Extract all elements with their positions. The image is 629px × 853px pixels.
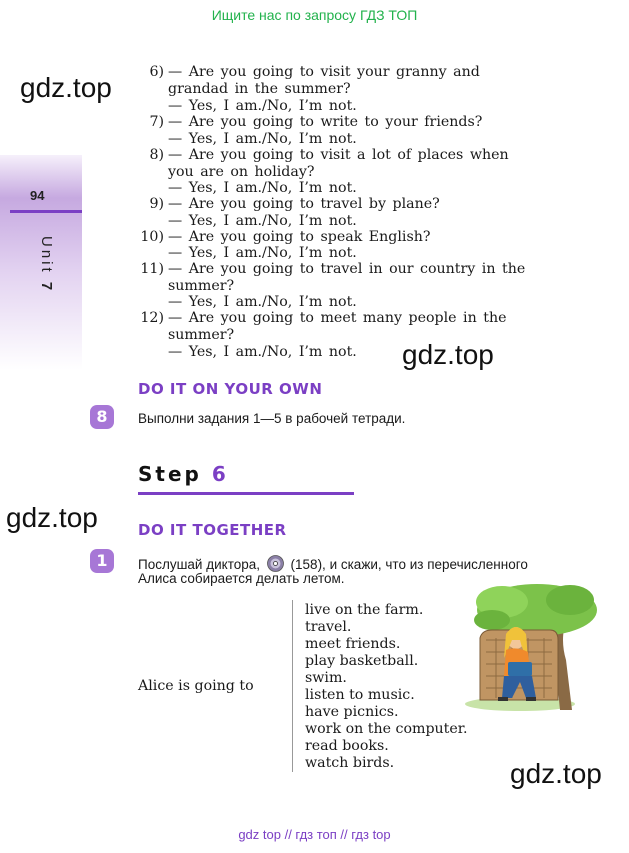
dialogue-answer: — Yes, I am./No, I’m not. [168, 131, 357, 147]
page-number-underline [10, 210, 82, 213]
task-text-before: Послушай диктора, [138, 557, 261, 572]
watermark: gdz.top [6, 502, 98, 533]
dialogue-answer: — Yes, I am./No, I’m not. [168, 180, 357, 196]
option-item: swim. [305, 670, 347, 686]
dialogue-number: 7) [149, 114, 164, 130]
step-number: 6 [211, 462, 229, 486]
watermark: gdz.top [510, 758, 602, 789]
watermark: gdz.top [20, 72, 112, 103]
option-item: have picnics. [305, 704, 399, 720]
unit-label [38, 236, 55, 293]
girl-reading-illustration [462, 580, 597, 712]
dialogue-number: 9) [149, 196, 164, 212]
page-number: 94 [30, 188, 45, 203]
exercise-stem: Alice is going to [138, 678, 254, 694]
option-item: listen to music. [305, 687, 415, 703]
dialogue-number: 12) [140, 310, 164, 326]
step-word: Step [138, 462, 202, 486]
option-item: work on the computer. [305, 721, 468, 737]
footer-links[interactable]: gdz top // гдз топ // гдз top [238, 827, 391, 842]
option-item: read books. [305, 738, 389, 754]
dialogue-answer: — Yes, I am./No, I’m not. [168, 98, 357, 114]
dialogue-number: 6) [149, 64, 164, 80]
option-item: live on the farm. [305, 602, 424, 618]
step-title [138, 462, 229, 486]
unit-word: Unit [38, 236, 55, 275]
dialogue-question-cont: you are on holiday? [168, 164, 315, 180]
dialogue-question: — Are you going to travel by plane? [168, 196, 440, 212]
task-number-badge: 8 [90, 405, 114, 429]
dialogue-answer: — Yes, I am./No, I’m not. [168, 344, 357, 360]
dialogue-question: — Are you going to write to your friends? [168, 114, 483, 130]
unit-number: 7 [38, 281, 55, 294]
dialogue-question: — Are you going to travel in our country in the [168, 261, 526, 277]
dialogue-answer: — Yes, I am./No, I’m not. [168, 294, 357, 310]
watermark: gdz.top [402, 339, 494, 370]
task-instruction-line2: Алиса собирается делать летом. [138, 571, 345, 586]
exercise-divider [292, 600, 293, 772]
dialogue-question-cont: grandad in the summer? [168, 81, 351, 97]
do-it-own-heading: DO IT ON YOUR OWN [138, 380, 323, 398]
dialogue-question: — Are you going to visit a lot of places when [168, 147, 509, 163]
do-it-together-heading: DO IT TOGETHER [138, 521, 287, 539]
task-text-after: (158), и скажи, что из перечисленного [290, 557, 528, 572]
dialogue-answer: — Yes, I am./No, I’m not. [168, 245, 357, 261]
dialogue-question-cont: summer? [168, 327, 235, 343]
option-item: play basketball. [305, 653, 419, 669]
task-number-badge: 1 [90, 549, 114, 573]
dialogue-question: — Are you going to visit your granny and [168, 64, 480, 80]
option-item: meet friends. [305, 636, 401, 652]
dialogue-number: 10) [140, 229, 164, 245]
option-item: watch birds. [305, 755, 395, 771]
dialogue-question: — Are you going to speak English? [168, 229, 431, 245]
dialogue-list [136, 64, 596, 364]
dialogue-question-cont: summer? [168, 278, 235, 294]
top-banner[interactable]: Ищите нас по запросу ГДЗ ТОП [211, 7, 418, 23]
step-underline [138, 492, 354, 495]
dialogue-number: 8) [149, 147, 164, 163]
dialogue-question: — Are you going to meet many people in the [168, 310, 507, 326]
dialogue-number: 11) [140, 261, 164, 277]
option-item: travel. [305, 619, 352, 635]
dialogue-answer: — Yes, I am./No, I’m not. [168, 213, 357, 229]
task-instruction: Выполни задания 1—5 в рабочей тетради. [138, 411, 406, 426]
